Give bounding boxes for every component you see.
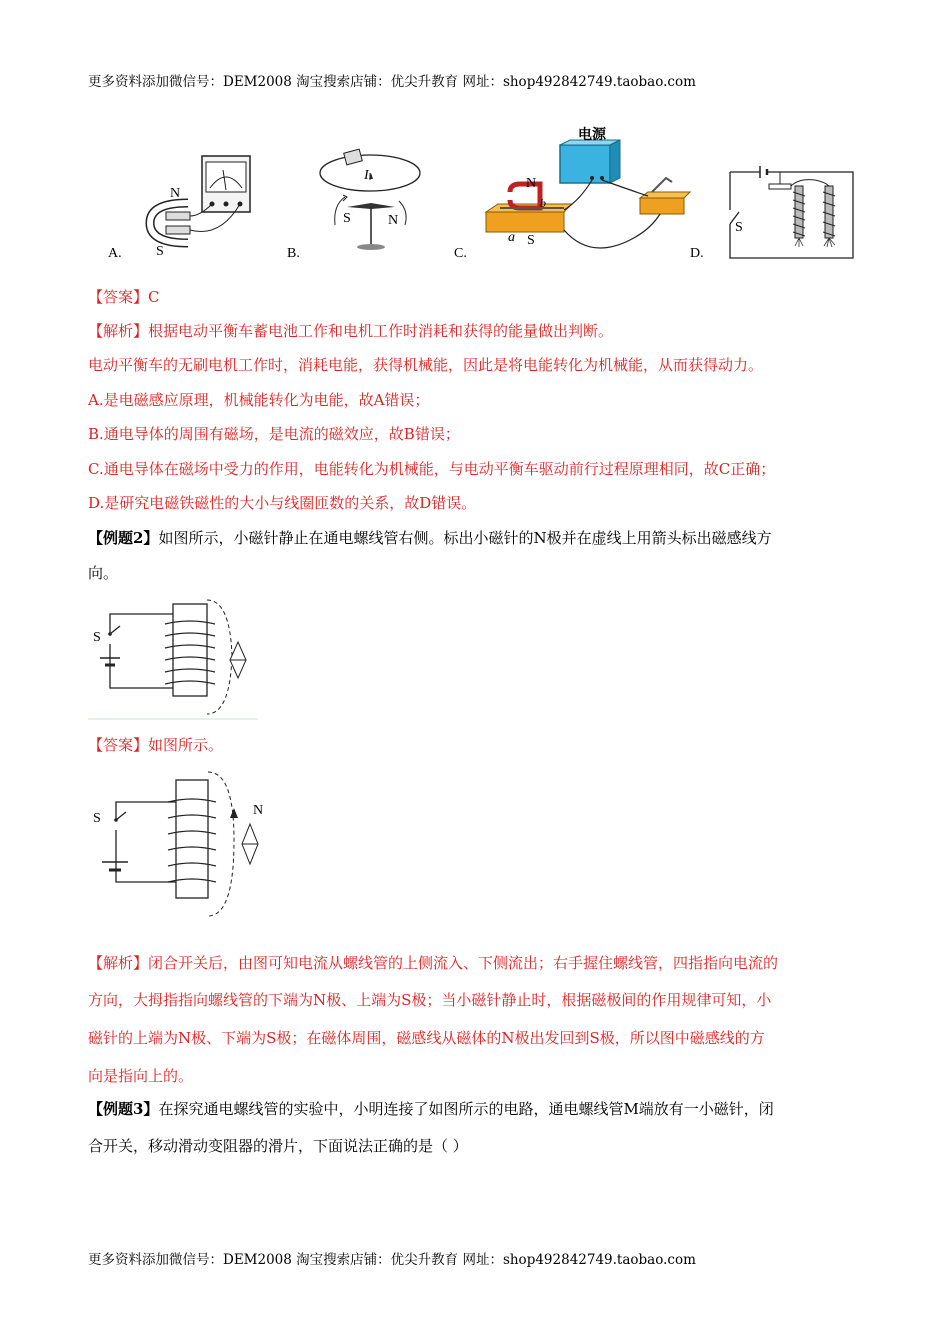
q1-answer bbox=[88, 287, 160, 307]
q2-answer-tag: 【答案】 bbox=[88, 736, 149, 754]
figure-c-a-label: a bbox=[508, 230, 515, 245]
page-footer: 更多资料添加微信号：DEM2008 淘宝搜索店铺：优尖升教育 网址：shop492842749.taobao.com bbox=[88, 1252, 696, 1268]
q2-answer bbox=[88, 735, 223, 755]
figure-b-s-label: S bbox=[343, 211, 351, 226]
q2-question-figure bbox=[88, 596, 263, 721]
q3-stem-2: 合开关，移动滑动变阻器的滑片，下面说法正确的是（ ） bbox=[88, 1137, 468, 1155]
q1-line-5: D.是研究电磁铁磁性的大小与线圈匝数的关系，故D错误。 bbox=[88, 494, 477, 512]
q1-line-2: A.是电磁感应原理，机械能转化为电能，故A错误； bbox=[88, 391, 430, 409]
q2-answer-value: 如图所示。 bbox=[148, 736, 224, 754]
figure-d-electromagnet bbox=[725, 162, 860, 262]
option-c-label: C. bbox=[454, 246, 467, 261]
page-header: 更多资料添加微信号：DEM2008 淘宝搜索店铺：优尖升教育 网址：shop492842749.taobao.com bbox=[88, 74, 696, 90]
q2-analysis-4: 向是指向上的。 bbox=[88, 1067, 194, 1085]
q1-line-4: C.通电导体在磁场中受力的作用，电能转化为机械能，与电动平衡车驱动前行过程原理相同，故C正确； bbox=[88, 460, 776, 478]
q1-line-3: B.通电导体的周围有磁场，是电流的磁效应，故B错误； bbox=[88, 425, 460, 443]
figure-c-power-label: 电源 bbox=[578, 127, 606, 143]
figure-a-n-label: N bbox=[170, 186, 181, 201]
q2-analysis-2: 方向，大拇指指向螺线管的下端为N极、上端为S极；当小磁针静止时，根据磁极间的作用规律可知，小 bbox=[88, 991, 772, 1009]
q2-answer-s-label: S bbox=[93, 811, 101, 826]
q1-analysis-text: 根据电动平衡车蓄电池工作和电机工作时消耗和获得的能量做出判断。 bbox=[148, 322, 614, 340]
q3-tag: 【例题3】 bbox=[88, 1100, 159, 1118]
q2-question-s-label: S bbox=[93, 630, 101, 645]
figure-a-generator bbox=[130, 148, 260, 263]
q2-tag: 【例题2】 bbox=[88, 529, 159, 547]
option-a-label: A. bbox=[108, 246, 122, 261]
q1-line-1: 电动平衡车的无刷电机工作时，消耗电能，获得机械能，因此是将电能转化为机械能，从而获得动力。 bbox=[88, 356, 764, 374]
option-d-label: D. bbox=[690, 246, 704, 261]
figure-d-s-label: S bbox=[735, 220, 743, 235]
q1-analysis-tag: 【解析】 bbox=[88, 322, 149, 340]
q1-answer-tag: 【答案】 bbox=[88, 288, 149, 306]
figure-b-n-label: N bbox=[388, 213, 399, 228]
q2-answer-n-label: N bbox=[253, 803, 264, 818]
figure-b-i-label: I bbox=[364, 168, 369, 183]
q2-analysis-text: 闭合开关后，由图可知电流从螺线管的上侧流入、下侧流出；右手握住螺线管，四指指向电流的 bbox=[148, 954, 779, 972]
q2-stem-1 bbox=[88, 528, 772, 548]
q2-stem-text: 如图所示，小磁针静止在通电螺线管右侧。标出小磁针的N极并在虚线上用箭头标出磁感线方 bbox=[158, 529, 772, 547]
figure-c-s-label: S bbox=[527, 233, 535, 248]
q2-analysis-tag: 【解析】 bbox=[88, 954, 149, 972]
q2-analysis-1 bbox=[88, 953, 778, 973]
q2-stem-2: 向。 bbox=[88, 564, 119, 582]
figure-c-b-label: b bbox=[540, 196, 546, 210]
option-b-label: B. bbox=[287, 246, 300, 261]
q1-answer-value: C bbox=[148, 288, 160, 306]
figure-c-n-label: N bbox=[526, 176, 537, 191]
q1-analysis bbox=[88, 321, 613, 341]
q2-analysis-3: 磁针的上端为N极、下端为S极；在磁体周围，磁感线从磁体的N极出发回到S极，所以图中磁感线的方 bbox=[88, 1029, 765, 1047]
figure-a-s-label: S bbox=[156, 244, 164, 259]
q2-answer-figure bbox=[88, 766, 278, 918]
figure-b-oersted bbox=[315, 145, 425, 255]
q3-stem-1 bbox=[88, 1099, 774, 1119]
q3-stem-text: 在探究通电螺线管的实验中，小明连接了如图所示的电路，通电螺线管M端放有一小磁针，闭 bbox=[158, 1100, 774, 1118]
